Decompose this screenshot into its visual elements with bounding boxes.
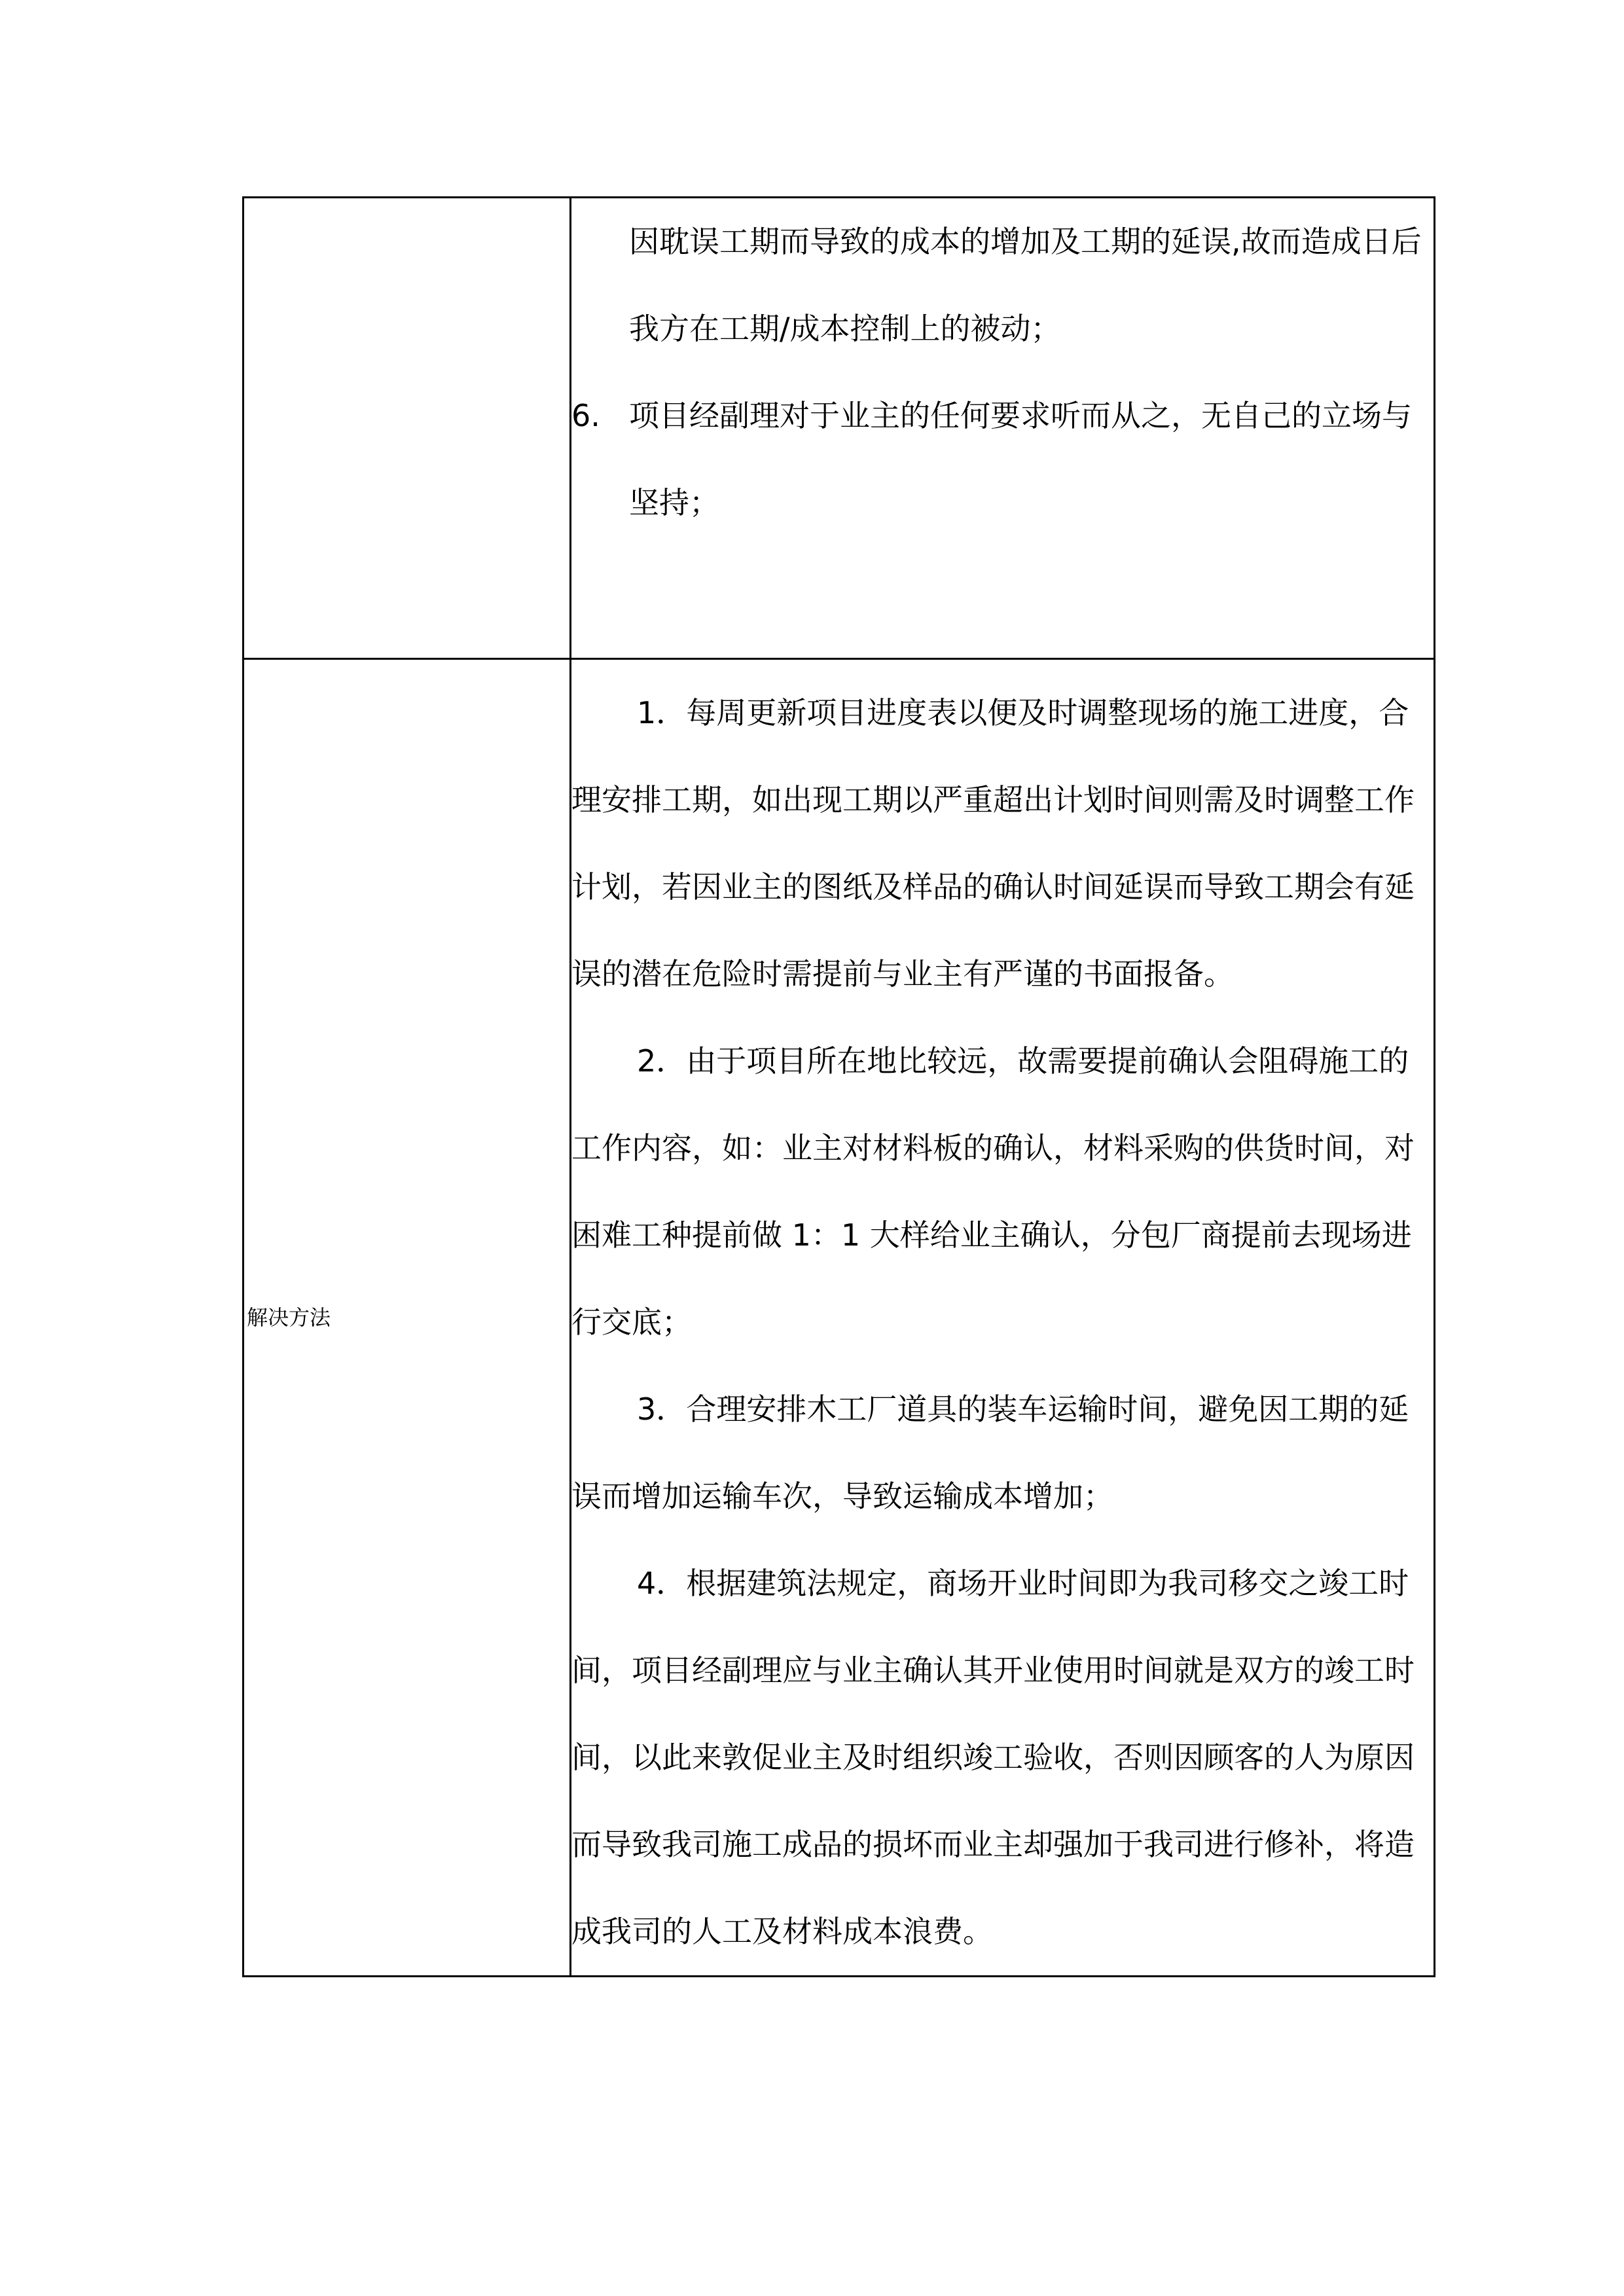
content-cell [571,659,1435,1977]
label-cell-empty [244,198,571,659]
row-label: 解决方法 [247,1305,331,1330]
solution-paragraph-2: 2．由于项目所在地比较远，故需要提前确认会阻碍施工的工作内容，如：业主对材料板的确认，材料采购的供货时间，对困难工种提前做 1：1 大样给业主确认，分包厂商提前去现场进行交底； [571,1043,1415,1340]
list-item [571,372,1434,547]
continued-text: 因耽误工期而导致的成本的增加及工期的延误,故而造成日后我方在工期/成本控制上的被动； [629,224,1422,346]
list-item-text: 项目经副理对于业主的任何要求听而从之，无自己的立场与坚持； [629,398,1412,520]
solution-paragraph-1: 1．每周更新项目进度表以便及时调整现场的施工进度，合理安排工期，如出现工期以严重超出计划时间则需及时调整工作计划，若因业主的图纸及样品的确认时间延误而导致工期会有延误的潜在危险时需提前与业主有严谨的书面报备。 [571,695,1415,992]
content-table [242,196,1435,1977]
solution-paragraph-3: 3．合理安排木工厂道具的装车运输时间，避免因工期的延误而增加运输车次，导致运输成本增加； [571,1391,1409,1514]
table-row [244,198,1435,659]
label-cell [244,659,571,1977]
table-row [244,659,1435,1977]
solution-paragraph-4: 4．根据建筑法规定，商场开业时间即为我司移交之竣工时间，项目经副理应与业主确认其开业使用时间就是双方的竣工时间，以此来敦促业主及时组织竣工验收，否则因顾客的人为原因而导致我司施工成品的损坏而业主却强加于我司进行修补，将造成我司的人工及材料成本浪费。 [571,1566,1415,1949]
content-cell [571,198,1435,659]
list-number: 6. [571,398,600,433]
